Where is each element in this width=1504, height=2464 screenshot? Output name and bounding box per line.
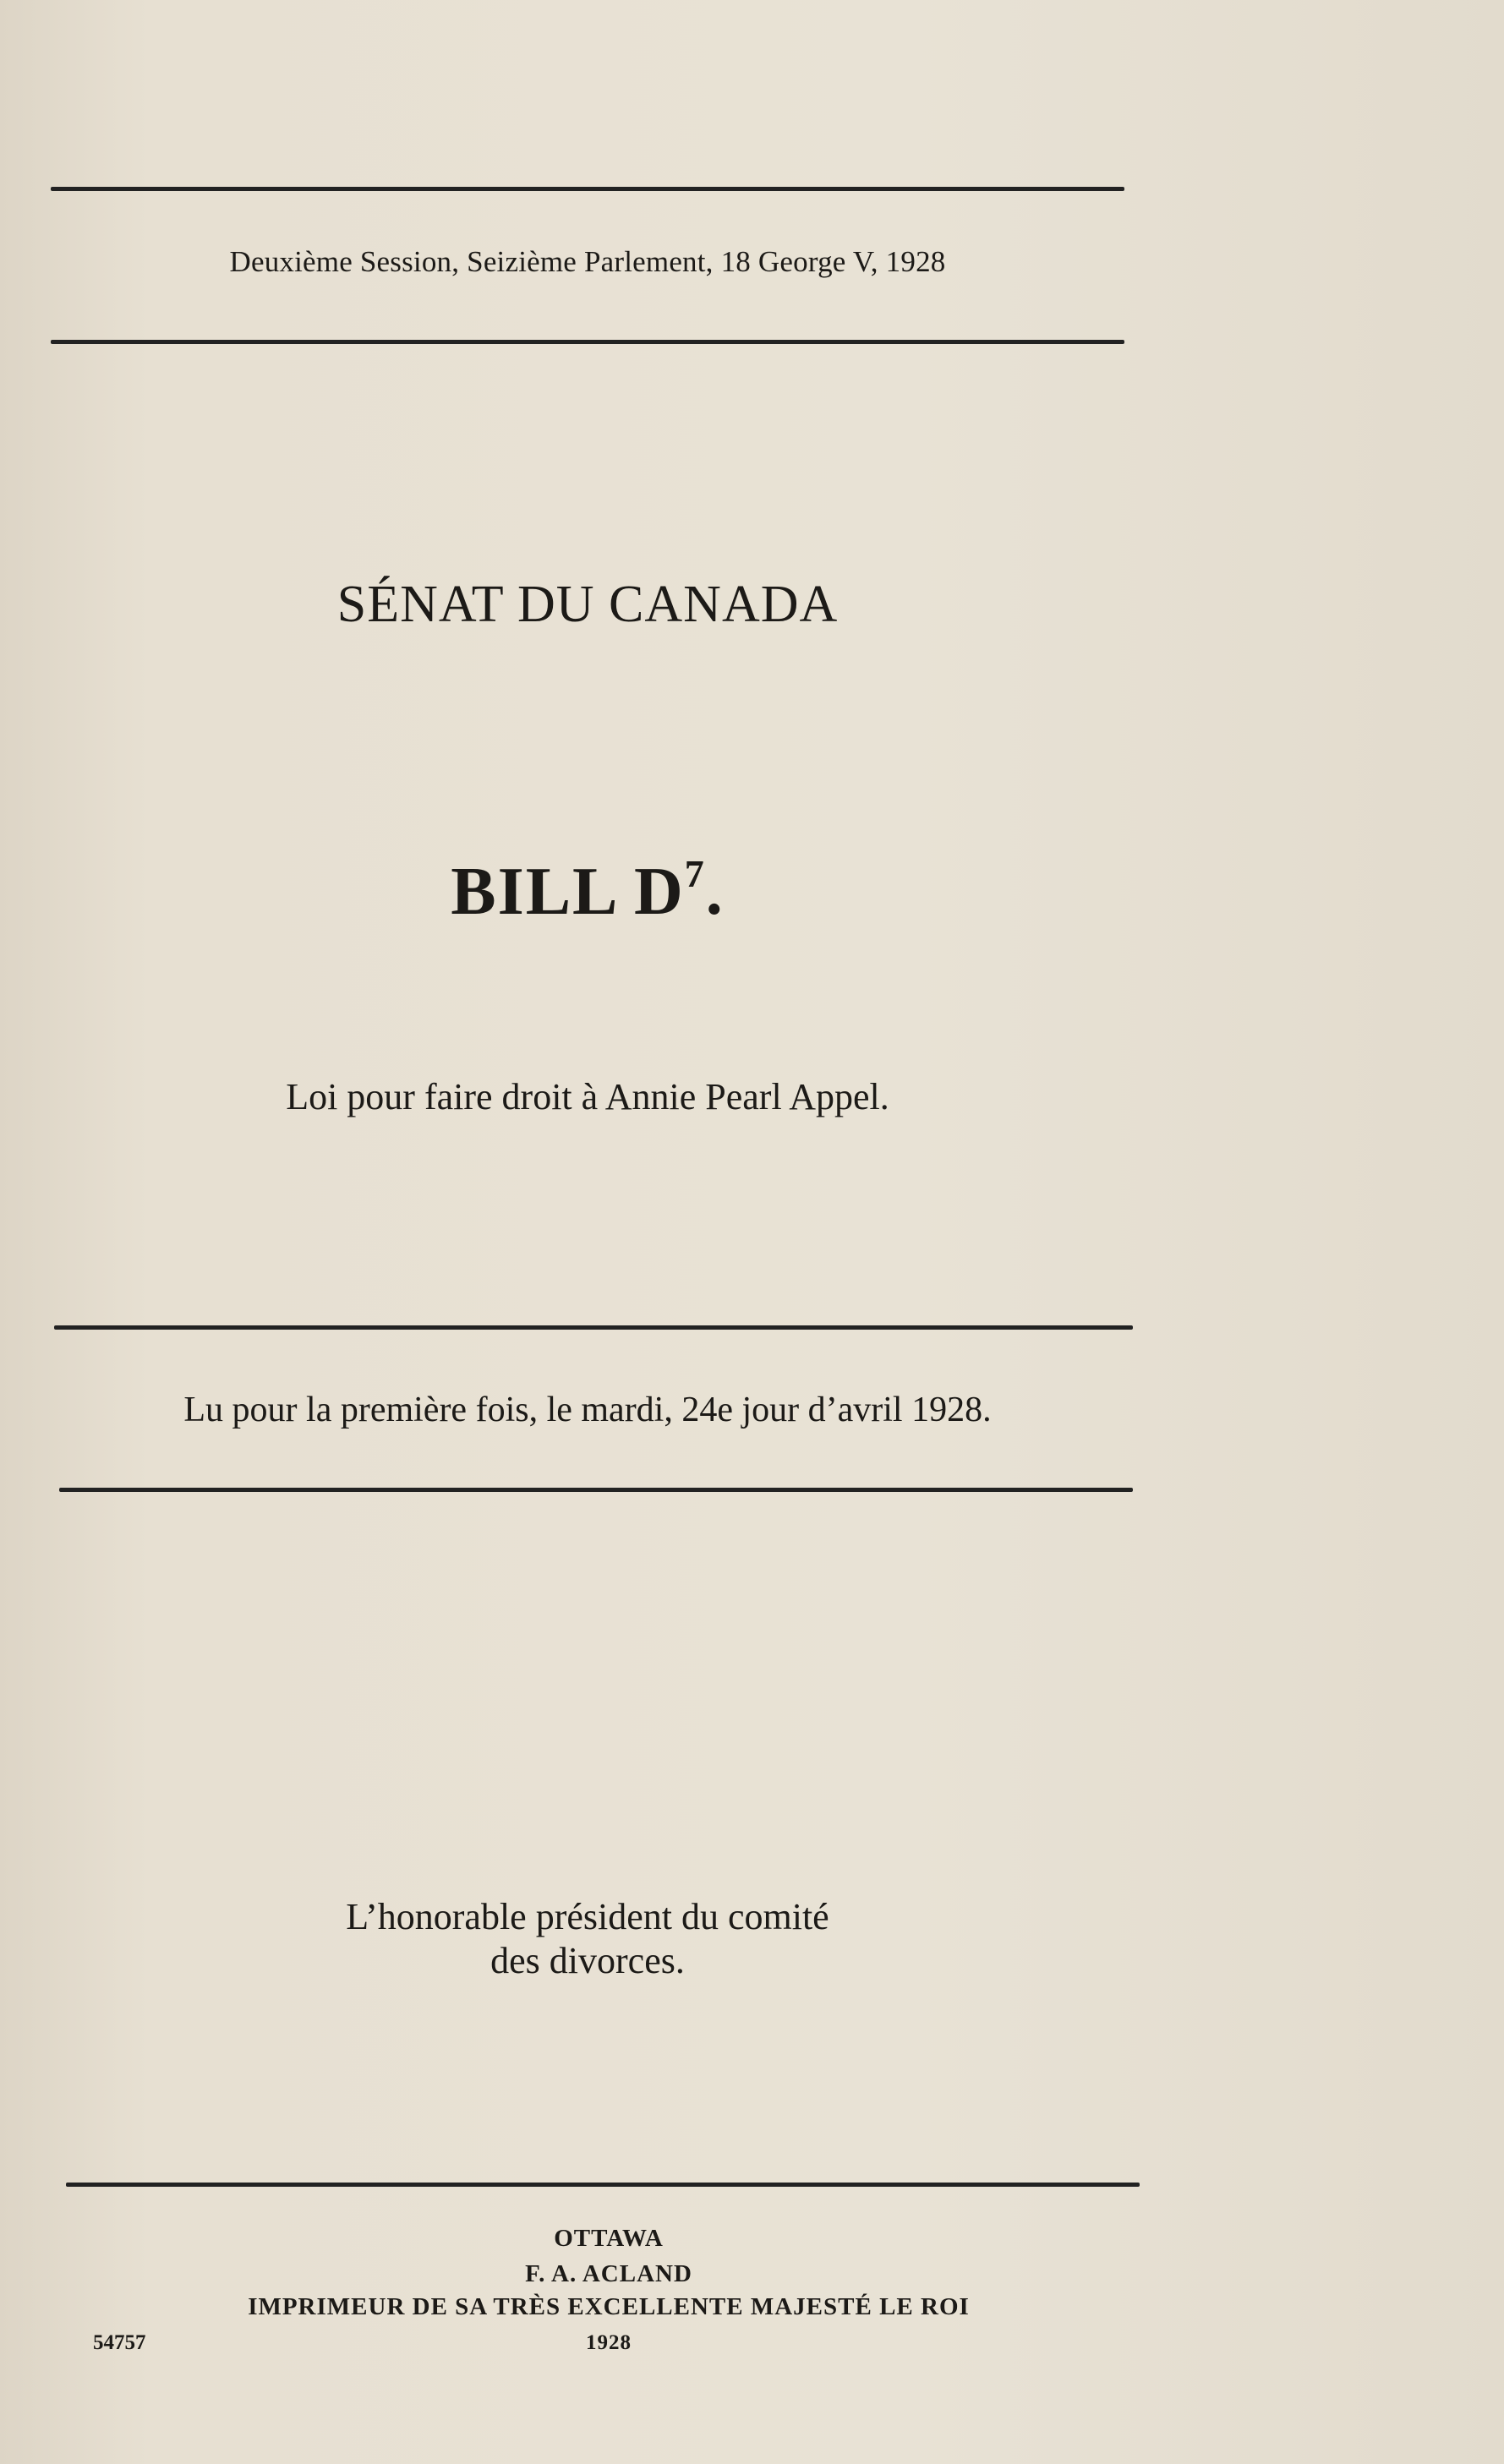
session-bottom-rule (51, 340, 1124, 344)
session-line: Deuxième Session, Seizième Parlement, 18 George V, 1928 (229, 245, 946, 278)
imprint-top-rule (66, 2183, 1140, 2187)
subject-bottom-rule (54, 1325, 1133, 1330)
bill-subject: Loi pour faire droit à Annie Pearl Appel. (286, 1076, 889, 1117)
reading-bottom-rule (59, 1488, 1133, 1492)
imprint-printer: F. A. ACLAND (525, 2260, 692, 2287)
imprint-year: 1928 (586, 2331, 632, 2354)
first-reading-line: Lu pour la première fois, le mardi, 24e jour d’avril 1928. (183, 1390, 992, 1429)
senate-heading: SÉNAT DU CANADA (336, 576, 839, 633)
sponsor-block (0, 1895, 1175, 1983)
bill-period: . (705, 855, 725, 929)
sponsor-line-1: L’honorable président du comité (346, 1896, 829, 1937)
bill-label: BILL D (451, 855, 685, 929)
bill-number (0, 854, 1175, 931)
sponsor-line-2: des divorces. (490, 1940, 685, 1981)
print-number: 54757 (93, 2331, 146, 2354)
imprint-title: IMPRIMEUR DE SA TRÈS EXCELLENTE MAJESTÉ LE ROI (248, 2293, 970, 2320)
imprint-city: OTTAWA (554, 2225, 664, 2252)
bill-superscript: 7 (684, 852, 706, 895)
top-rule (51, 187, 1124, 191)
